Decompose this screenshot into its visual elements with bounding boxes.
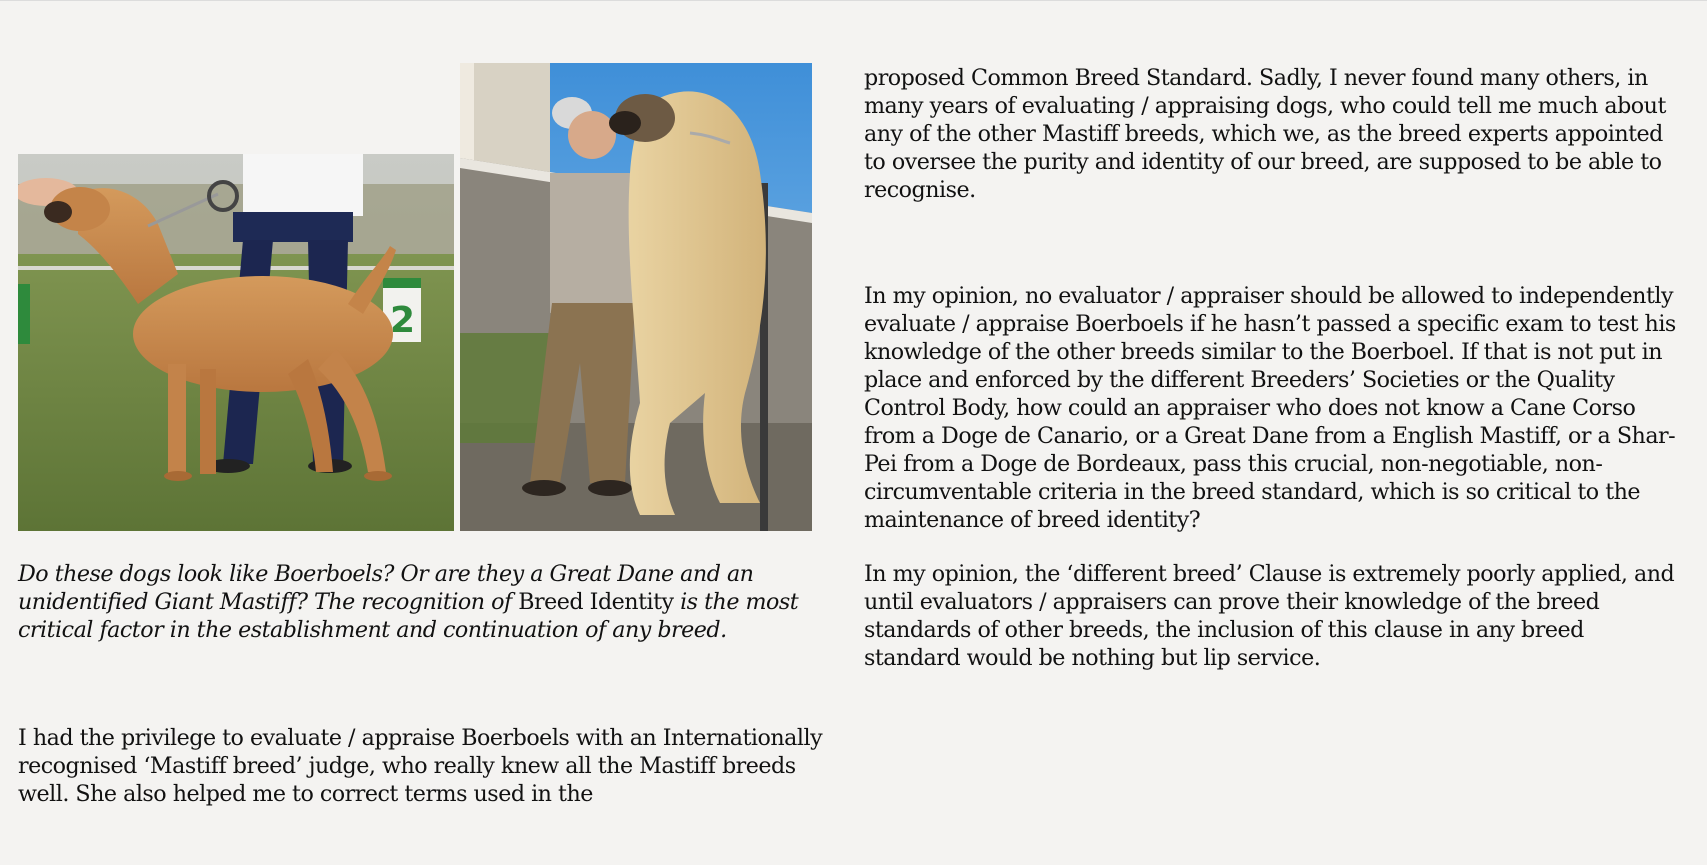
caption-part-1: Do these dogs look like Boerboels? Or are they a Great Dane and an unidentified Giant Mastiff? The recognition of	[18, 561, 754, 615]
paragraph-privilege: I had the privilege to evaluate / appraise Boerboels with an Internationally recognised ‘Mastiff breed’ judge, who really knew all the Mastiff breeds well. She also helped me to correct terms used in the	[18, 725, 823, 807]
paragraph-proposed-standard: proposed Common Breed Standard. Sadly, I never found many others, in many years of evaluating / appraising dogs, who could tell me much about any of the other Mastiff breeds, which we, as the breed experts appointed to oversee the purity and identity of our breed, are supposed to be able to recognise.	[864, 65, 1666, 203]
caption-emphasis: Breed Identity	[518, 589, 674, 615]
photo-caption	[18, 560, 838, 644]
top-divider	[0, 0, 1707, 1]
show-number-marker: 2	[390, 300, 416, 341]
photo-giant-mastiff	[460, 63, 812, 531]
paragraph-opinion-clause: In my opinion, the ‘different breed’ Clause is extremely poorly applied, and until evaluators / appraisers can prove their knowledge of the breed standards of other breeds, the inclusion of this clause in any breed standard would be nothing but lip service.	[864, 561, 1675, 671]
caption-part-2: is the most critical factor in the establishment and continuation of any breed.	[18, 589, 799, 643]
paragraph-opinion-evaluator: In my opinion, no evaluator / appraiser should be allowed to independently evaluate / appraise Boerboels if he hasn’t passed a specific exam to test his knowledge of the other breeds similar to the Boerboel. If that is not put in place and enforced by the different Breeders’ Societies or the Quality Control Body, how could an appraiser who does not know a Cane Corso from a Doge de Canario, or a Great Dane from a English Mastiff, or a Shar-Pei from a Doge de Bordeaux, pass this crucial, non-negotiable, non-circumventable criteria in the breed standard, which is so critical to the maintenance of breed identity?	[864, 283, 1676, 533]
great-dane-image	[18, 154, 454, 531]
photo-great-dane	[18, 154, 454, 531]
giant-mastiff-image	[460, 63, 812, 531]
